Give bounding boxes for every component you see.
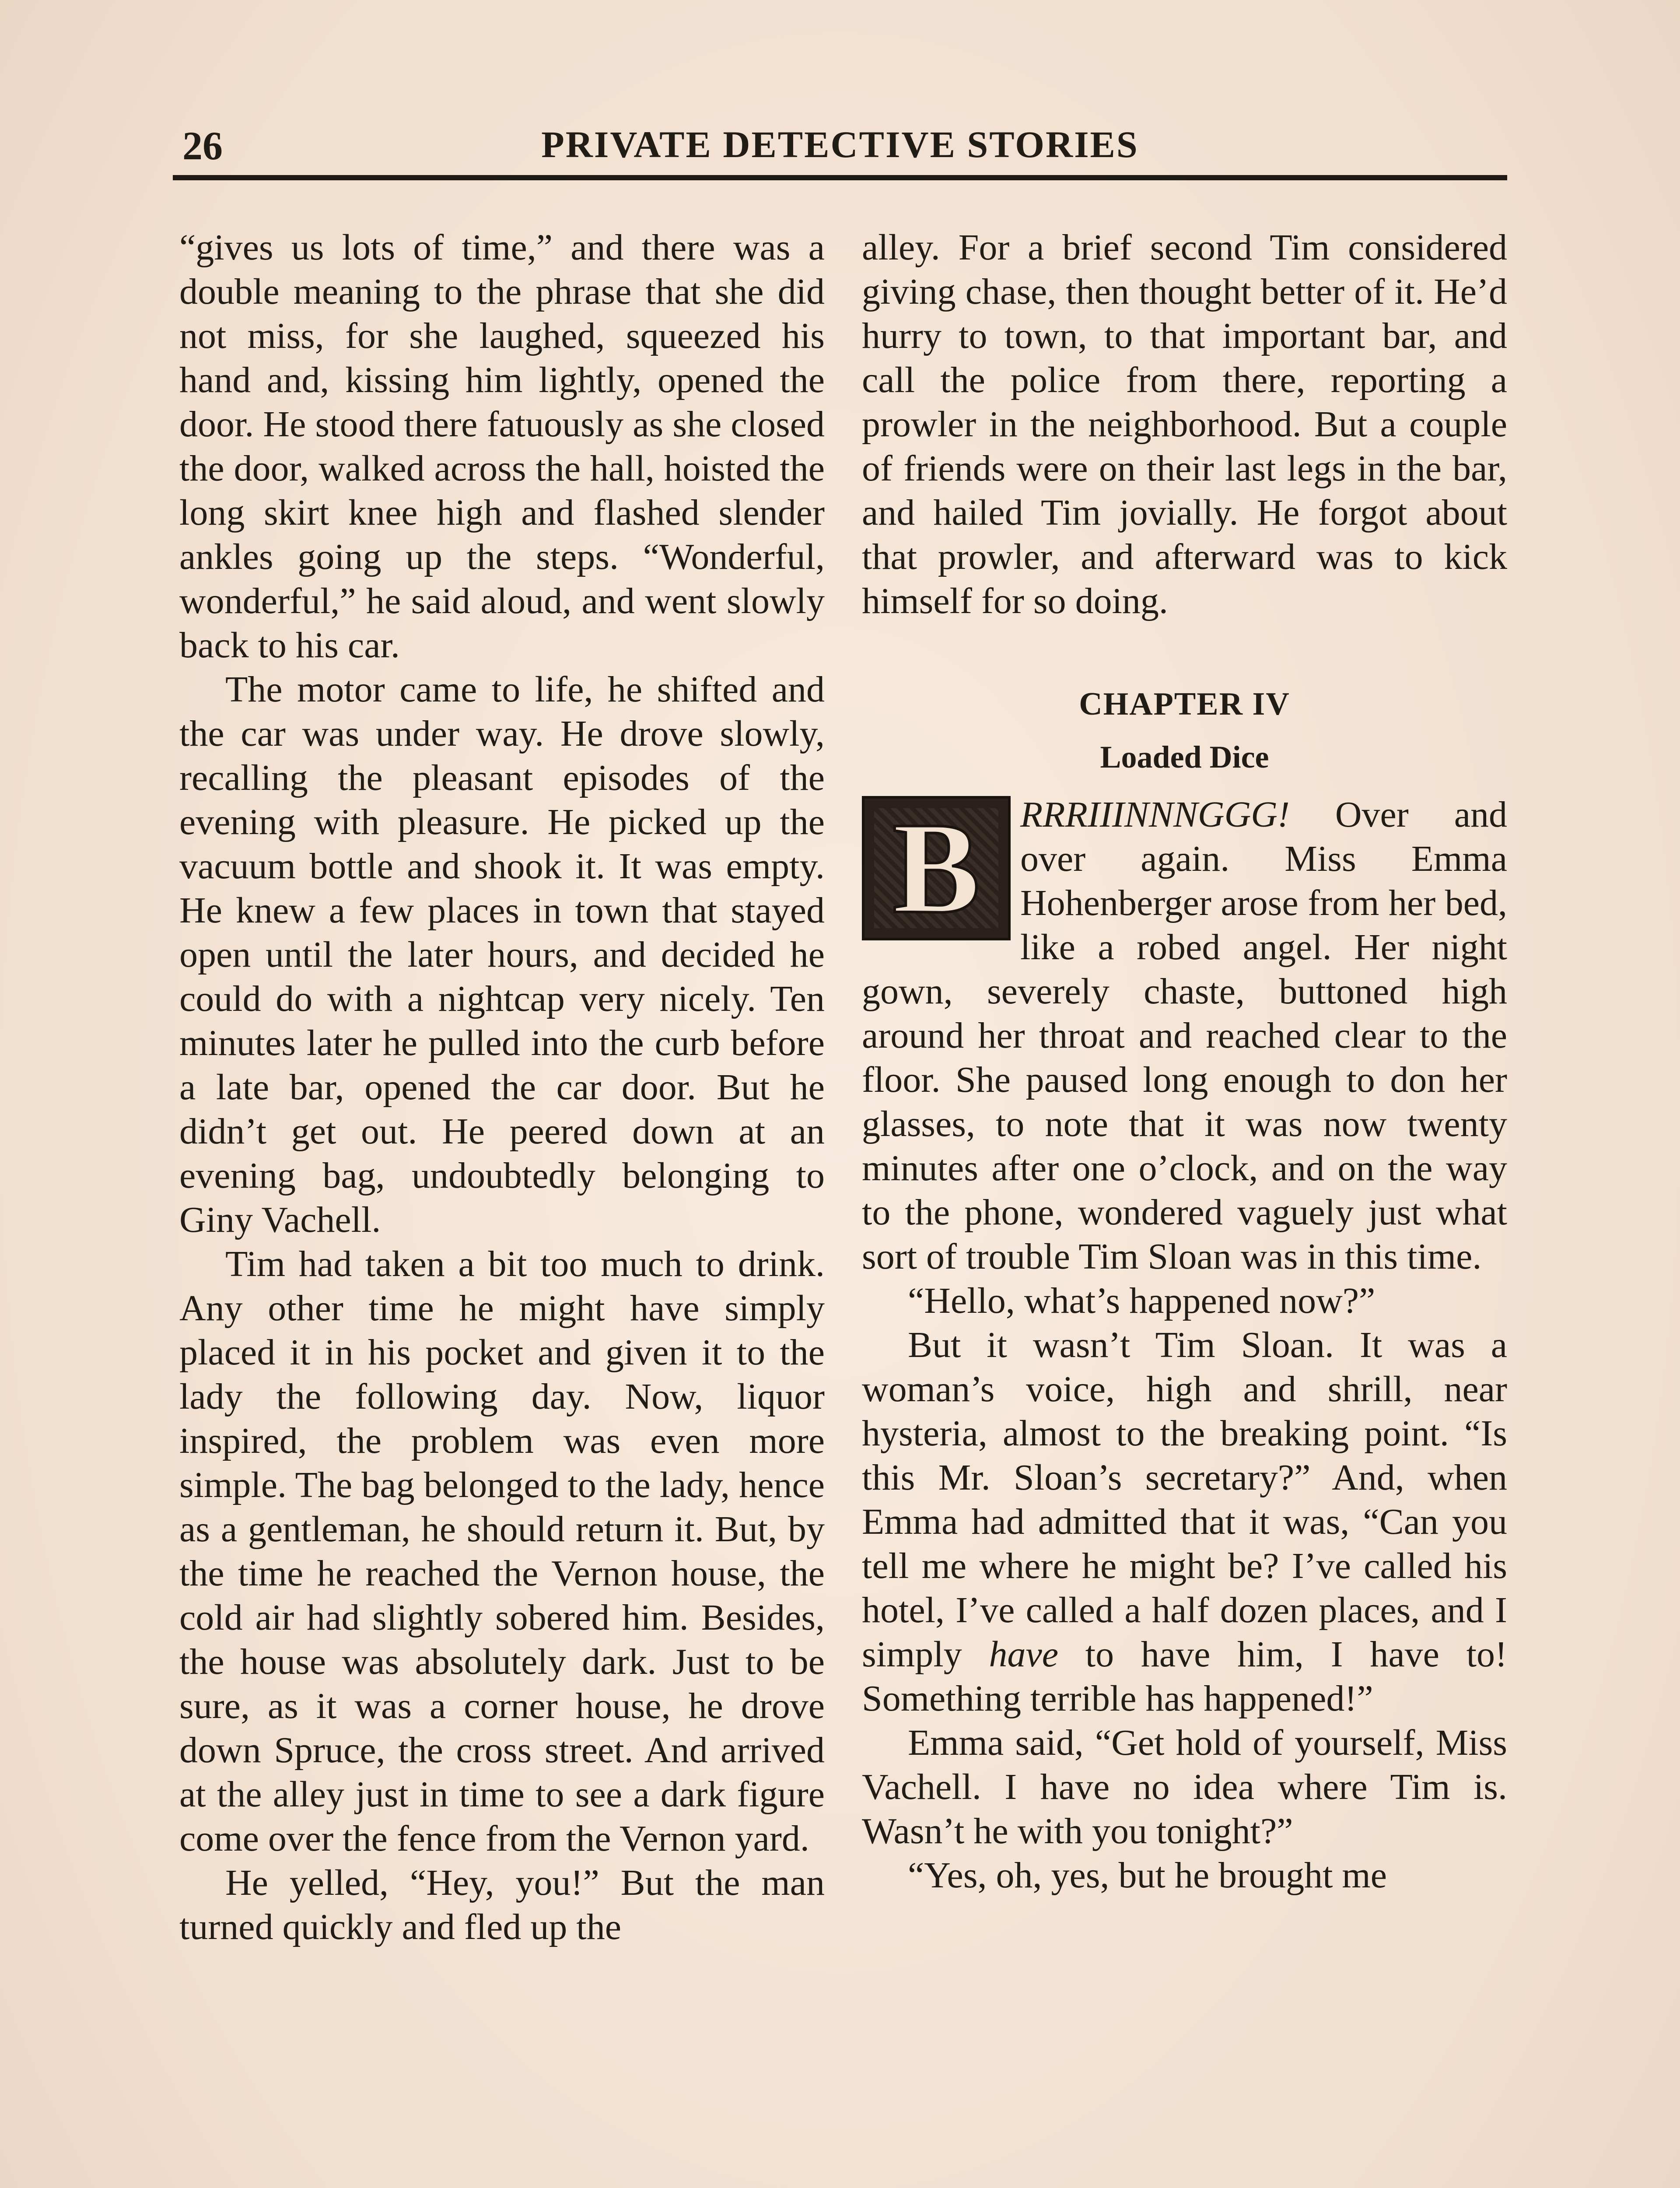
paragraph-text: But it wasn’t Tim Sloan. It was a woman’s voice, high and shrill, near hysteria, almost to the breaking point. “Is this Mr. Sloan’s secretary?” And, when Emma had admitted that it was, “Can you tell me where he might be? I’ve called his hotel, I’ve called a half dozen places, and I simply — [862, 1325, 1507, 1675]
paragraph: alley. For a brief second Tim considered giving chase, then thought better of it. He’d hurry to town, to that important bar, and call the police from there, reporting a prowler in the neighborhood. But a couple of friends were on their last legs in the bar, and hailed Tim jovially. He forgot about that prowler, and afterward was to kick himself for so doing. — [862, 227, 1507, 621]
left-column — [179, 225, 825, 1949]
chapter-opening-paragraph — [862, 792, 1507, 1279]
page-header — [173, 118, 1507, 171]
drop-cap-ornament — [862, 796, 1011, 940]
paragraph: “Hello, what’s happened now?” — [908, 1280, 1376, 1321]
chapter-heading: CHAPTER IV — [1079, 686, 1290, 722]
chapter-title: Loaded Dice — [1100, 740, 1269, 775]
paragraph: “gives us lots of time,” and there was a double meaning to the phrase that she did not miss, for she laughed, squeezed his hand and, kissing him lightly, opened the door. He stood there fatuously as she closed the door, walked across the hall, hoisted the long skirt knee high and flashed slender ankles going up the steps. “Wonderful, wonderful,” he said aloud, and went slowly back to his car. — [179, 227, 825, 666]
paragraph: Emma said, “Get hold of yourself, Miss Vachell. I have no idea where Tim is. Wasn’t he with you tonight?” — [862, 1722, 1507, 1851]
opening-emphasis: RRRIIINNNGGG! — [1020, 794, 1290, 835]
paragraph — [862, 1323, 1507, 1721]
page-number: 26 — [182, 123, 223, 168]
right-column — [862, 225, 1507, 1897]
paragraph: “Yes, oh, yes, but he brought me — [908, 1855, 1387, 1896]
header-rule — [173, 175, 1507, 180]
drop-cap-letter: B — [892, 795, 980, 940]
paragraph-text: to have him, I have to! Something terrible has happened!” — [862, 1634, 1508, 1719]
paragraph: He yelled, “Hey, you!” But the man turned quickly and fled up the — [179, 1862, 825, 1947]
running-head: PRIVATE DETECTIVE STORIES — [541, 123, 1139, 165]
paragraph: Tim had taken a bit too much to drink. Any other time he might have simply placed it in his pocket and given it to the lady the following day. Now, liquor inspired, the problem was even more simple. The bag belonged to the lady, hence as a gentleman, he should return it. But, by the time he reached the Vernon house, the cold air had slightly sobered him. Besides, the house was absolutely dark. Just to be sure, as it was a corner house, he drove down Spruce, the cross street. And arrived at the alley just in time to see a dark figure come over the fence from the Vernon yard. — [179, 1244, 825, 1859]
paragraph: The motor came to life, he shifted and the car was under way. He drove slowly, recalling the pleasant episodes of the evening with pleasure. He picked up the vacuum bottle and shook it. It was empty. He knew a few places in town that stayed open until the later hours, and decided he could do with a nightcap very nicely. Ten minutes later he pulled into the curb before a late bar, opened the car door. But he didn’t get out. He peered down at an evening bag, undoubtedly belonging to Giny Vachell. — [179, 669, 825, 1240]
emphasis-text: have — [989, 1634, 1059, 1675]
opening-text: Over and over again. Miss Emma Hohenberger arose from her bed, like a robed angel. Her night gown, severely chaste, buttoned high around her throat and reached clear to the floor. She paused long enough to don her glasses, to note that it was now twenty minutes after one o’clock, and on the way to the phone, wondered vaguely just what sort of trouble Tim Sloan was in this time. — [862, 794, 1507, 1277]
